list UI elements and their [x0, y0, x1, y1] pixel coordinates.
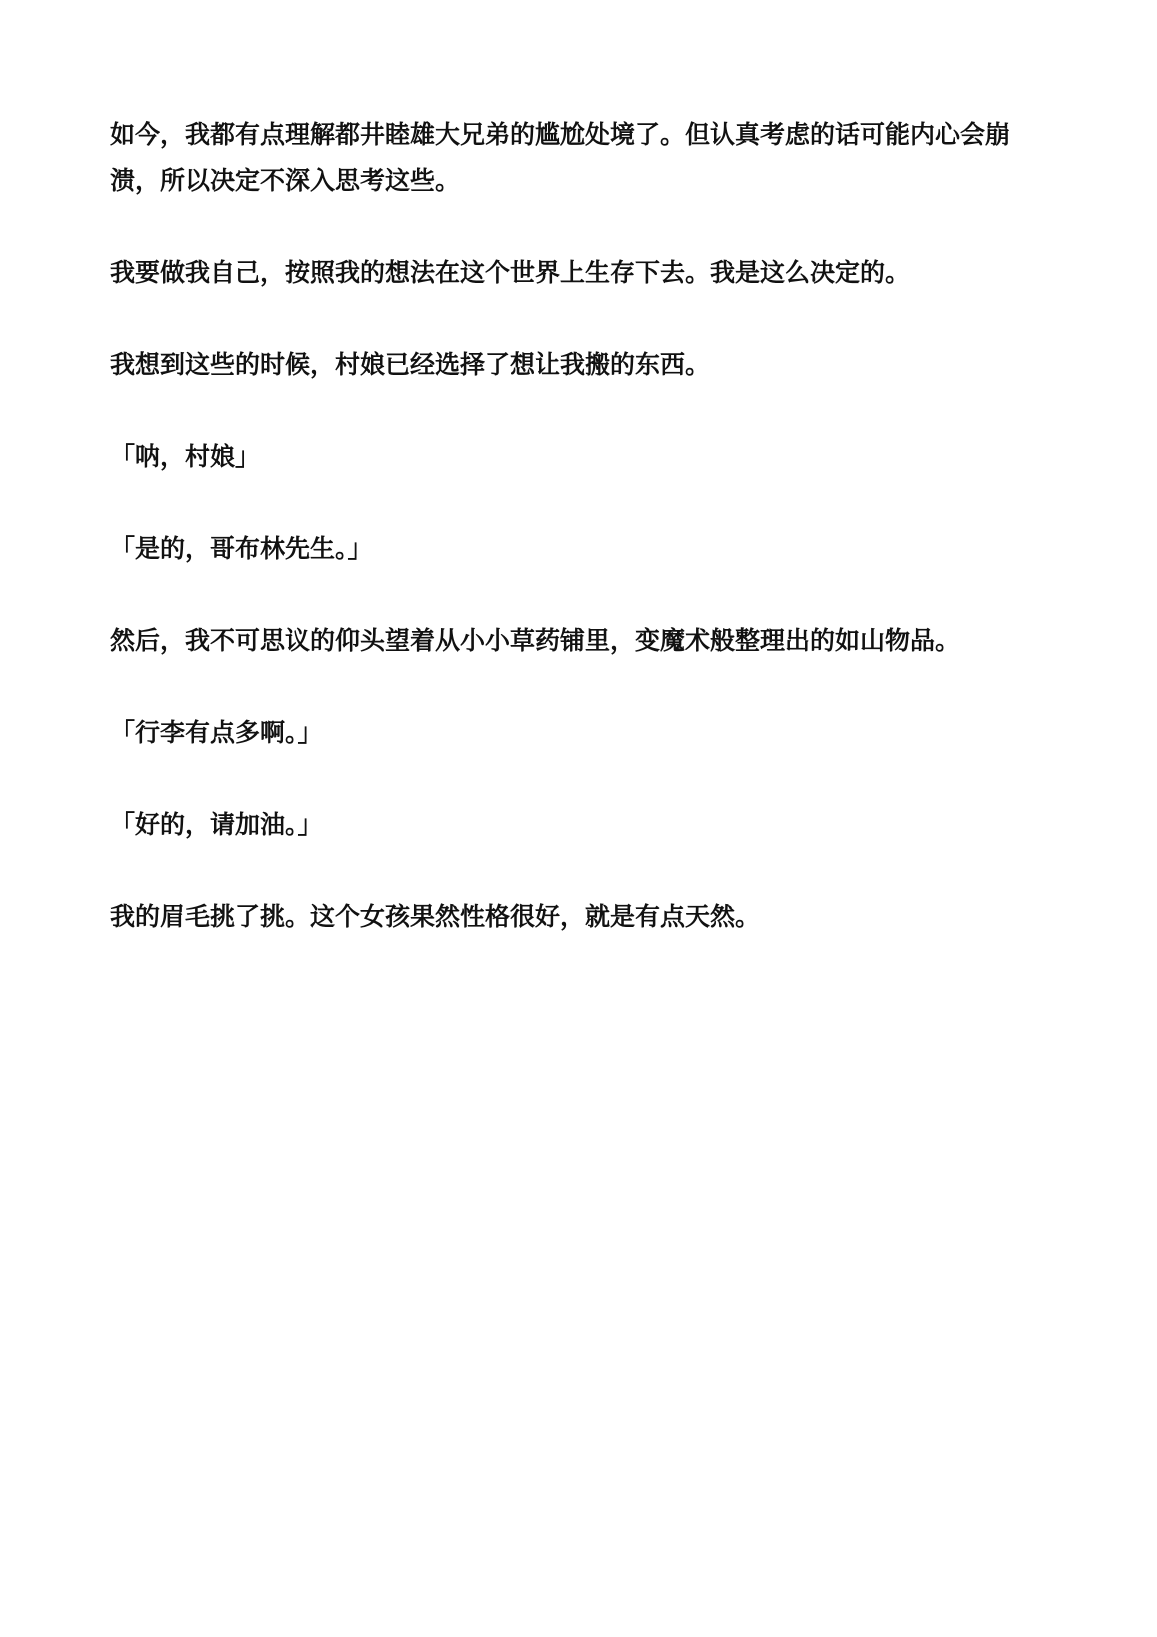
dialogue-line-2: 「是的，哥布林先生。」 — [110, 534, 373, 563]
paragraph-1: 如今，我都有点理解都井睦雄大兄弟的尴尬处境了。但认真考虑的话可能内心会崩溃，所以决定不深入思考这些。 — [110, 120, 1011, 195]
dialogue-line-4: 「好的，请加油。」 — [110, 810, 323, 839]
paragraph-5: 我的眉毛挑了挑。这个女孩果然性格很好，就是有点天然。 — [110, 902, 761, 931]
paragraph-2: 我要做我自己，按照我的想法在这个世界上生存下去。我是这么决定的。 — [110, 258, 911, 287]
document-body — [110, 112, 1050, 986]
dialogue-line-1: 「呐，村娘」 — [110, 442, 261, 471]
dialogue-line-3: 「行李有点多啊。」 — [110, 718, 323, 747]
paragraph-4: 然后，我不可思议的仰头望着从小小草药铺里，变魔术般整理出的如山物品。 — [110, 626, 961, 655]
paragraph-3: 我想到这些的时候，村娘已经选择了想让我搬的东西。 — [110, 350, 711, 379]
